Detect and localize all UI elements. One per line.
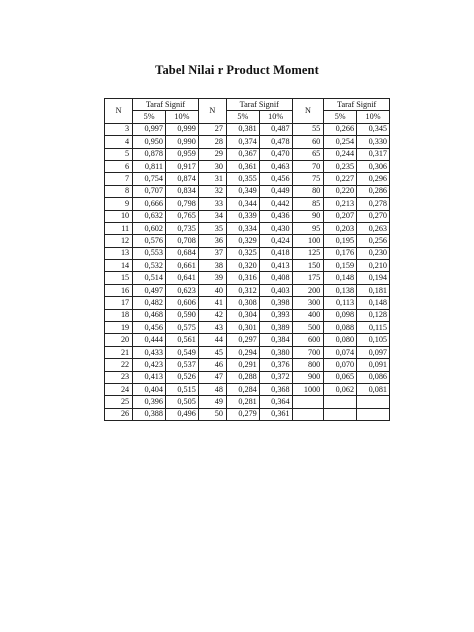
cell-r5-group-3: 0,159 xyxy=(324,260,357,272)
cell-r5-group-3: 0,098 xyxy=(324,309,357,321)
header-n-col-2: N xyxy=(198,99,226,124)
cell-n-group-1: 24 xyxy=(105,383,133,395)
cell-n-group-2: 35 xyxy=(198,222,226,234)
header-n-col-3: N xyxy=(292,99,324,124)
cell-r5-group-3: 0,148 xyxy=(324,272,357,284)
cell-n-group-1: 21 xyxy=(105,346,133,358)
cell-n-group-2: 28 xyxy=(198,136,226,148)
cell-r5-group-3: 0,065 xyxy=(324,371,357,383)
cell-n-group-3: 200 xyxy=(292,284,324,296)
cell-r10-group-2: 0,442 xyxy=(259,198,292,210)
table-row xyxy=(105,396,390,408)
cell-r5-group-1: 0,388 xyxy=(133,408,166,420)
cell-r5-group-2: 0,349 xyxy=(226,185,259,197)
cell-r5-group-1: 0,456 xyxy=(133,322,166,334)
cell-r5-group-2: 0,329 xyxy=(226,235,259,247)
cell-n-group-2: 40 xyxy=(198,284,226,296)
cell-r5-group-2: 0,294 xyxy=(226,346,259,358)
table-row xyxy=(105,371,390,383)
cell-r10-group-2: 0,430 xyxy=(259,222,292,234)
cell-r10-group-3: 0,278 xyxy=(357,198,390,210)
header-5pct-2: 5% xyxy=(226,111,259,123)
cell-n-group-3: 150 xyxy=(292,260,324,272)
cell-r10-group-1: 0,641 xyxy=(165,272,198,284)
table-row xyxy=(105,408,390,420)
cell-r5-group-3: 0,074 xyxy=(324,346,357,358)
cell-r5-group-1: 0,878 xyxy=(133,148,166,160)
cell-r5-group-2: 0,325 xyxy=(226,247,259,259)
cell-n-group-3: 300 xyxy=(292,297,324,309)
cell-r5-group-2: 0,316 xyxy=(226,272,259,284)
table-row xyxy=(105,322,390,334)
cell-n-group-2: 32 xyxy=(198,185,226,197)
cell-r5-group-3: 0,244 xyxy=(324,148,357,160)
cell-r10-group-1: 0,917 xyxy=(165,160,198,172)
cell-r10-group-2: 0,398 xyxy=(259,297,292,309)
cell-n-group-1: 6 xyxy=(105,160,133,172)
cell-n-group-1: 25 xyxy=(105,396,133,408)
cell-n-group-2: 41 xyxy=(198,297,226,309)
cell-r10-group-2: 0,376 xyxy=(259,359,292,371)
cell-r5-group-3: 0,254 xyxy=(324,136,357,148)
cell-n-group-3: 1000 xyxy=(292,383,324,395)
cell-r5-group-2: 0,374 xyxy=(226,136,259,148)
table-row xyxy=(105,136,390,148)
cell-r5-group-3: 0,203 xyxy=(324,222,357,234)
cell-r10-group-3: 0,194 xyxy=(357,272,390,284)
cell-r10-group-2: 0,393 xyxy=(259,309,292,321)
table-header-row-2 xyxy=(105,111,390,123)
table-row xyxy=(105,123,390,135)
cell-r10-group-2: 0,389 xyxy=(259,322,292,334)
cell-n-group-3: 100 xyxy=(292,235,324,247)
cell-r5-group-3: 0,266 xyxy=(324,123,357,135)
cell-n-group-2: 44 xyxy=(198,334,226,346)
cell-r5-group-2: 0,301 xyxy=(226,322,259,334)
cell-r5-group-1: 0,997 xyxy=(133,123,166,135)
cell-r10-group-1: 0,959 xyxy=(165,148,198,160)
cell-r10-group-1: 0,561 xyxy=(165,334,198,346)
cell-r10-group-2: 0,364 xyxy=(259,396,292,408)
cell-n-group-1: 8 xyxy=(105,185,133,197)
cell-r10-group-2: 0,361 xyxy=(259,408,292,420)
cell-r10-group-2: 0,384 xyxy=(259,334,292,346)
cell-r10-group-3: 0,306 xyxy=(357,160,390,172)
cell-r5-group-3 xyxy=(324,408,357,420)
cell-r10-group-1: 0,661 xyxy=(165,260,198,272)
cell-n-group-2: 29 xyxy=(198,148,226,160)
cell-n-group-2: 49 xyxy=(198,396,226,408)
cell-r10-group-2: 0,463 xyxy=(259,160,292,172)
cell-r5-group-2: 0,304 xyxy=(226,309,259,321)
cell-r5-group-2: 0,308 xyxy=(226,297,259,309)
cell-r10-group-1: 0,834 xyxy=(165,185,198,197)
cell-r5-group-1: 0,444 xyxy=(133,334,166,346)
cell-n-group-2: 31 xyxy=(198,173,226,185)
cell-r10-group-3: 0,270 xyxy=(357,210,390,222)
cell-r5-group-2: 0,381 xyxy=(226,123,259,135)
cell-r5-group-1: 0,433 xyxy=(133,346,166,358)
cell-n-group-3: 60 xyxy=(292,136,324,148)
cell-r10-group-1: 0,496 xyxy=(165,408,198,420)
table-row xyxy=(105,309,390,321)
cell-r5-group-3: 0,138 xyxy=(324,284,357,296)
cell-r5-group-3: 0,213 xyxy=(324,198,357,210)
cell-n-group-2: 45 xyxy=(198,346,226,358)
cell-r5-group-1: 0,413 xyxy=(133,371,166,383)
cell-r10-group-3: 0,181 xyxy=(357,284,390,296)
cell-r5-group-1: 0,602 xyxy=(133,222,166,234)
cell-n-group-3: 500 xyxy=(292,322,324,334)
header-taraf-signif-1: Taraf Signif xyxy=(133,99,199,111)
cell-r10-group-2: 0,413 xyxy=(259,260,292,272)
cell-n-group-1: 22 xyxy=(105,359,133,371)
cell-n-group-2: 33 xyxy=(198,198,226,210)
cell-n-group-1: 18 xyxy=(105,309,133,321)
cell-n-group-3 xyxy=(292,408,324,420)
table-row xyxy=(105,210,390,222)
cell-r5-group-2: 0,281 xyxy=(226,396,259,408)
cell-r10-group-3: 0,091 xyxy=(357,359,390,371)
cell-r10-group-3: 0,256 xyxy=(357,235,390,247)
cell-r10-group-1: 0,798 xyxy=(165,198,198,210)
table-row xyxy=(105,198,390,210)
cell-r5-group-1: 0,497 xyxy=(133,284,166,296)
cell-r10-group-2: 0,487 xyxy=(259,123,292,135)
cell-r10-group-1: 0,990 xyxy=(165,136,198,148)
cell-r10-group-1: 0,575 xyxy=(165,322,198,334)
cell-n-group-3: 55 xyxy=(292,123,324,135)
cell-r10-group-1: 0,537 xyxy=(165,359,198,371)
cell-n-group-1: 23 xyxy=(105,371,133,383)
cell-n-group-3: 70 xyxy=(292,160,324,172)
cell-r10-group-2: 0,408 xyxy=(259,272,292,284)
cell-r10-group-1: 0,515 xyxy=(165,383,198,395)
cell-r5-group-1: 0,532 xyxy=(133,260,166,272)
cell-n-group-1: 5 xyxy=(105,148,133,160)
cell-r5-group-3: 0,088 xyxy=(324,322,357,334)
cell-r10-group-1: 0,999 xyxy=(165,123,198,135)
table-row xyxy=(105,260,390,272)
table-row xyxy=(105,148,390,160)
cell-r5-group-1: 0,553 xyxy=(133,247,166,259)
cell-r10-group-3: 0,230 xyxy=(357,247,390,259)
cell-r5-group-2: 0,344 xyxy=(226,198,259,210)
table-row xyxy=(105,272,390,284)
cell-n-group-1: 13 xyxy=(105,247,133,259)
cell-n-group-3: 65 xyxy=(292,148,324,160)
r-product-moment-table xyxy=(104,98,390,421)
header-taraf-signif-2: Taraf Signif xyxy=(226,99,292,111)
cell-r5-group-3: 0,080 xyxy=(324,334,357,346)
cell-r10-group-3: 0,128 xyxy=(357,309,390,321)
cell-r5-group-3: 0,235 xyxy=(324,160,357,172)
table-row xyxy=(105,247,390,259)
header-n-col-1: N xyxy=(105,99,133,124)
cell-r10-group-2: 0,403 xyxy=(259,284,292,296)
cell-n-group-2: 46 xyxy=(198,359,226,371)
cell-n-group-3: 900 xyxy=(292,371,324,383)
cell-r5-group-1: 0,396 xyxy=(133,396,166,408)
cell-r5-group-3: 0,220 xyxy=(324,185,357,197)
header-10pct-3: 10% xyxy=(357,111,390,123)
cell-r5-group-2: 0,355 xyxy=(226,173,259,185)
cell-r10-group-3: 0,081 xyxy=(357,383,390,395)
table-row xyxy=(105,346,390,358)
cell-r10-group-2: 0,372 xyxy=(259,371,292,383)
cell-n-group-2: 36 xyxy=(198,235,226,247)
cell-r10-group-3: 0,210 xyxy=(357,260,390,272)
cell-r5-group-1: 0,632 xyxy=(133,210,166,222)
cell-r5-group-2: 0,279 xyxy=(226,408,259,420)
cell-n-group-3: 175 xyxy=(292,272,324,284)
cell-r10-group-3: 0,105 xyxy=(357,334,390,346)
cell-r5-group-1: 0,514 xyxy=(133,272,166,284)
table-row xyxy=(105,334,390,346)
cell-n-group-2: 47 xyxy=(198,371,226,383)
cell-n-group-1: 15 xyxy=(105,272,133,284)
cell-r5-group-2: 0,361 xyxy=(226,160,259,172)
cell-r10-group-2: 0,380 xyxy=(259,346,292,358)
cell-r5-group-1: 0,811 xyxy=(133,160,166,172)
cell-r5-group-1: 0,482 xyxy=(133,297,166,309)
header-5pct-1: 5% xyxy=(133,111,166,123)
cell-r10-group-2: 0,470 xyxy=(259,148,292,160)
cell-r10-group-3: 0,148 xyxy=(357,297,390,309)
cell-r10-group-3: 0,263 xyxy=(357,222,390,234)
cell-n-group-2: 39 xyxy=(198,272,226,284)
cell-r5-group-3: 0,062 xyxy=(324,383,357,395)
cell-n-group-1: 10 xyxy=(105,210,133,222)
cell-r5-group-3 xyxy=(324,396,357,408)
cell-r5-group-2: 0,284 xyxy=(226,383,259,395)
cell-r10-group-3: 0,097 xyxy=(357,346,390,358)
cell-n-group-1: 16 xyxy=(105,284,133,296)
cell-r5-group-3: 0,113 xyxy=(324,297,357,309)
cell-r10-group-1: 0,549 xyxy=(165,346,198,358)
cell-n-group-3: 80 xyxy=(292,185,324,197)
header-5pct-3: 5% xyxy=(324,111,357,123)
cell-n-group-2: 50 xyxy=(198,408,226,420)
cell-r10-group-1: 0,735 xyxy=(165,222,198,234)
cell-r10-group-1: 0,708 xyxy=(165,235,198,247)
cell-r5-group-2: 0,367 xyxy=(226,148,259,160)
header-10pct-2: 10% xyxy=(259,111,292,123)
table-row xyxy=(105,173,390,185)
cell-n-group-1: 3 xyxy=(105,123,133,135)
cell-n-group-1: 11 xyxy=(105,222,133,234)
cell-r10-group-3: 0,345 xyxy=(357,123,390,135)
cell-r10-group-1: 0,765 xyxy=(165,210,198,222)
cell-r10-group-1: 0,606 xyxy=(165,297,198,309)
table-row xyxy=(105,297,390,309)
cell-r5-group-3: 0,227 xyxy=(324,173,357,185)
cell-r5-group-1: 0,468 xyxy=(133,309,166,321)
cell-n-group-3: 75 xyxy=(292,173,324,185)
table-row xyxy=(105,284,390,296)
cell-n-group-2: 34 xyxy=(198,210,226,222)
cell-r5-group-1: 0,707 xyxy=(133,185,166,197)
cell-r10-group-2: 0,449 xyxy=(259,185,292,197)
cell-r5-group-2: 0,297 xyxy=(226,334,259,346)
cell-n-group-2: 30 xyxy=(198,160,226,172)
cell-n-group-1: 9 xyxy=(105,198,133,210)
cell-r5-group-1: 0,576 xyxy=(133,235,166,247)
cell-n-group-2: 27 xyxy=(198,123,226,135)
cell-r10-group-1: 0,623 xyxy=(165,284,198,296)
cell-r5-group-3: 0,176 xyxy=(324,247,357,259)
cell-r5-group-1: 0,423 xyxy=(133,359,166,371)
cell-n-group-1: 19 xyxy=(105,322,133,334)
cell-r10-group-3: 0,086 xyxy=(357,371,390,383)
cell-r5-group-1: 0,754 xyxy=(133,173,166,185)
cell-n-group-2: 38 xyxy=(198,260,226,272)
cell-r5-group-3: 0,207 xyxy=(324,210,357,222)
table-row xyxy=(105,235,390,247)
table-row xyxy=(105,383,390,395)
cell-r5-group-2: 0,320 xyxy=(226,260,259,272)
cell-n-group-3: 400 xyxy=(292,309,324,321)
cell-n-group-1: 12 xyxy=(105,235,133,247)
header-taraf-signif-3: Taraf Signif xyxy=(324,99,390,111)
cell-n-group-1: 14 xyxy=(105,260,133,272)
cell-r5-group-1: 0,666 xyxy=(133,198,166,210)
table-row xyxy=(105,359,390,371)
cell-n-group-2: 48 xyxy=(198,383,226,395)
cell-n-group-1: 20 xyxy=(105,334,133,346)
cell-r10-group-2: 0,436 xyxy=(259,210,292,222)
cell-r5-group-3: 0,070 xyxy=(324,359,357,371)
cell-n-group-2: 42 xyxy=(198,309,226,321)
cell-r10-group-3 xyxy=(357,396,390,408)
cell-r10-group-1: 0,505 xyxy=(165,396,198,408)
cell-r10-group-2: 0,456 xyxy=(259,173,292,185)
cell-r10-group-3: 0,286 xyxy=(357,185,390,197)
table-row xyxy=(105,185,390,197)
cell-r5-group-2: 0,291 xyxy=(226,359,259,371)
cell-r10-group-1: 0,526 xyxy=(165,371,198,383)
cell-r10-group-2: 0,478 xyxy=(259,136,292,148)
cell-r5-group-3: 0,195 xyxy=(324,235,357,247)
table-body xyxy=(105,123,390,420)
cell-n-group-3: 85 xyxy=(292,198,324,210)
cell-n-group-3 xyxy=(292,396,324,408)
cell-r10-group-2: 0,368 xyxy=(259,383,292,395)
cell-n-group-2: 37 xyxy=(198,247,226,259)
cell-r5-group-1: 0,950 xyxy=(133,136,166,148)
cell-r10-group-2: 0,418 xyxy=(259,247,292,259)
cell-n-group-3: 125 xyxy=(292,247,324,259)
table-row xyxy=(105,222,390,234)
cell-r10-group-3 xyxy=(357,408,390,420)
cell-n-group-1: 7 xyxy=(105,173,133,185)
table-header-row-1 xyxy=(105,99,390,111)
cell-r10-group-1: 0,874 xyxy=(165,173,198,185)
table-row xyxy=(105,160,390,172)
cell-n-group-3: 700 xyxy=(292,346,324,358)
cell-r10-group-2: 0,424 xyxy=(259,235,292,247)
cell-n-group-2: 43 xyxy=(198,322,226,334)
cell-n-group-3: 600 xyxy=(292,334,324,346)
cell-r5-group-1: 0,404 xyxy=(133,383,166,395)
cell-n-group-3: 90 xyxy=(292,210,324,222)
cell-r10-group-3: 0,317 xyxy=(357,148,390,160)
page-title: Tabel Nilai r Product Moment xyxy=(155,63,319,77)
cell-n-group-3: 95 xyxy=(292,222,324,234)
cell-n-group-3: 800 xyxy=(292,359,324,371)
cell-r10-group-3: 0,296 xyxy=(357,173,390,185)
cell-r5-group-2: 0,339 xyxy=(226,210,259,222)
cell-r5-group-2: 0,288 xyxy=(226,371,259,383)
cell-n-group-1: 17 xyxy=(105,297,133,309)
cell-r10-group-3: 0,330 xyxy=(357,136,390,148)
cell-r10-group-1: 0,684 xyxy=(165,247,198,259)
cell-r10-group-3: 0,115 xyxy=(357,322,390,334)
header-10pct-1: 10% xyxy=(165,111,198,123)
cell-n-group-1: 26 xyxy=(105,408,133,420)
cell-r5-group-2: 0,334 xyxy=(226,222,259,234)
cell-r5-group-2: 0,312 xyxy=(226,284,259,296)
cell-r10-group-1: 0,590 xyxy=(165,309,198,321)
cell-n-group-1: 4 xyxy=(105,136,133,148)
